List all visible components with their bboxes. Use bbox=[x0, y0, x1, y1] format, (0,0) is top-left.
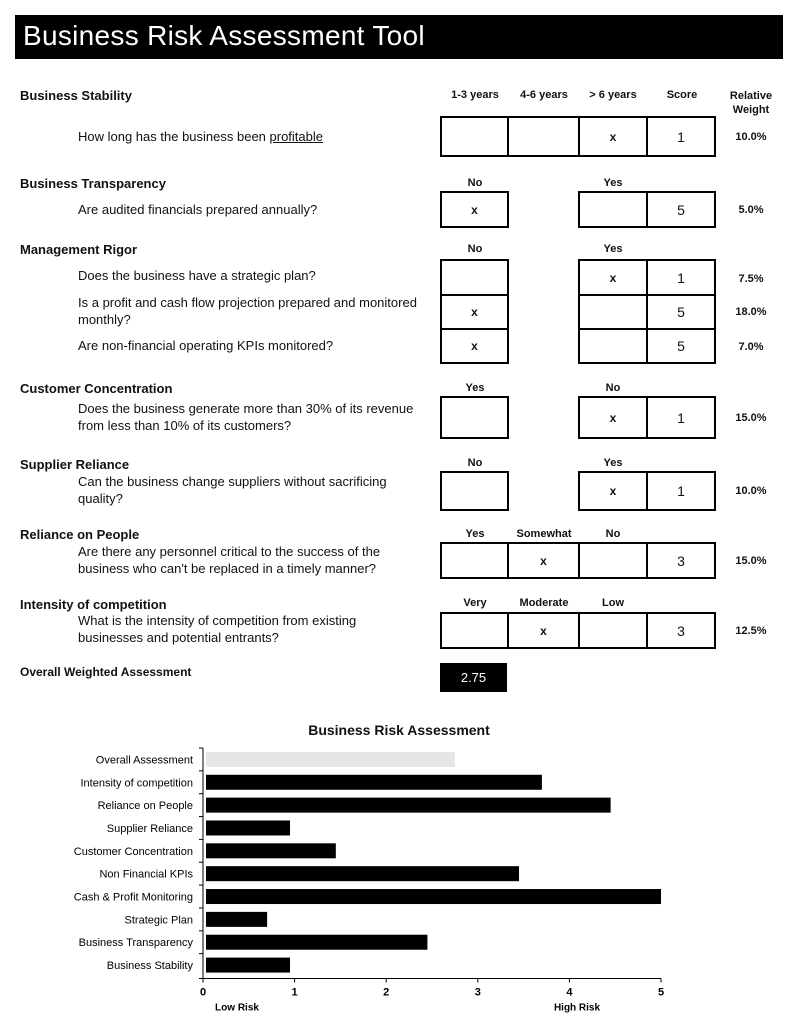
chart-title: Business Risk Assessment bbox=[308, 722, 490, 738]
transparency-header-yes: Yes bbox=[603, 177, 623, 189]
question-customer-revenue: Does the business generate more than 30% of its revenue from less than 10% of its customers? bbox=[78, 401, 414, 433]
category-label: Supplier Reliance bbox=[106, 822, 193, 835]
category-label: Intensity of competition bbox=[80, 777, 193, 790]
page-title: Business Risk Assessment Tool bbox=[23, 20, 425, 51]
supplier-score: 1 bbox=[646, 471, 716, 511]
section-management-rigor: Management Rigor bbox=[20, 242, 138, 257]
supplier-weight: 10.0% bbox=[735, 485, 767, 497]
kpis-score: 5 bbox=[646, 328, 716, 364]
bar bbox=[206, 889, 661, 904]
stability-weight: 10.0% bbox=[735, 131, 767, 143]
category-label: Business Stability bbox=[106, 960, 193, 973]
rigor-header-yes: Yes bbox=[603, 243, 623, 255]
customer-weight: 15.0% bbox=[735, 412, 767, 424]
header-weight: Weight bbox=[732, 104, 770, 116]
x-tick-label: 2 bbox=[383, 986, 390, 999]
supplier-header-no: No bbox=[467, 457, 483, 469]
section-business-transparency: Business Transparency bbox=[20, 176, 166, 191]
supplier-header-yes: Yes bbox=[603, 457, 623, 469]
bar bbox=[206, 958, 290, 973]
kpis-weight: 7.0% bbox=[738, 341, 764, 353]
high-risk-label: High Risk bbox=[553, 1002, 601, 1014]
question-profitable-duration bbox=[78, 128, 418, 145]
low-risk-label: Low Risk bbox=[215, 1002, 259, 1014]
bar bbox=[206, 866, 519, 881]
bar bbox=[206, 820, 290, 835]
section-supplier-reliance: Supplier Reliance bbox=[20, 457, 130, 472]
customer-header-no: No bbox=[605, 382, 621, 394]
question-profitable-underline: profitable bbox=[269, 129, 323, 144]
x-tick-label: 4 bbox=[566, 986, 573, 999]
category-label: Business Transparency bbox=[78, 937, 193, 950]
stability-4-6-years-box[interactable] bbox=[507, 116, 580, 157]
bar bbox=[206, 935, 427, 950]
question-audited-financials: Are audited financials prepared annually? bbox=[78, 202, 318, 217]
supplier-yes-box[interactable]: x bbox=[578, 471, 648, 511]
overall-assessment-value: 2.75 bbox=[440, 663, 507, 692]
strategic-plan-score: 1 bbox=[646, 259, 716, 296]
question-strategic-plan: Does the business have a strategic plan? bbox=[78, 268, 316, 283]
competition-score: 3 bbox=[646, 612, 716, 649]
transparency-no-box[interactable]: x bbox=[440, 191, 509, 228]
people-somewhat-box[interactable]: x bbox=[507, 542, 580, 579]
category-label: Strategic Plan bbox=[124, 914, 193, 927]
risk-bar-chart bbox=[0, 740, 798, 1024]
question-profitable-prefix: How long has the business been bbox=[78, 129, 270, 144]
people-no-box[interactable] bbox=[578, 542, 648, 579]
category-label: Non Financial KPIs bbox=[99, 868, 193, 881]
section-customer-concentration: Customer Concentration bbox=[20, 381, 173, 396]
category-label: Customer Concentration bbox=[73, 845, 193, 858]
competition-header-low: Low bbox=[602, 597, 624, 609]
people-weight: 15.0% bbox=[735, 555, 767, 567]
x-tick-label: 0 bbox=[199, 986, 207, 999]
question-critical-personnel: Are there any personnel critical to the success of the business who can't be replaced in a timely manner? bbox=[78, 544, 381, 576]
supplier-no-box[interactable] bbox=[440, 471, 509, 511]
stability-score: 1 bbox=[646, 116, 716, 157]
question-profit-cash-projection: Is a profit and cash flow projection prepared and monitored monthly? bbox=[78, 295, 417, 327]
section-reliance-on-people: Reliance on People bbox=[20, 527, 140, 542]
transparency-score: 5 bbox=[646, 191, 716, 228]
competition-header-moderate: Moderate bbox=[519, 597, 569, 609]
question-competition-intensity: What is the intensity of competition from existing businesses and potential entrants? bbox=[78, 613, 357, 645]
projection-weight: 18.0% bbox=[735, 306, 767, 318]
category-label: Cash & Profit Monitoring bbox=[73, 891, 193, 904]
strategic-plan-yes-box[interactable]: x bbox=[578, 259, 648, 296]
bar bbox=[206, 775, 542, 790]
header-4-6-years: 4-6 years bbox=[520, 89, 568, 101]
people-header-no: No bbox=[605, 528, 621, 540]
competition-header-very: Very bbox=[463, 597, 487, 609]
kpis-yes-box[interactable] bbox=[578, 328, 648, 364]
transparency-weight: 5.0% bbox=[738, 204, 764, 216]
section-intensity-of-competition: Intensity of competition bbox=[20, 597, 167, 612]
category-label: Overall Assessment bbox=[95, 754, 193, 767]
stability-1-3-years-box[interactable] bbox=[440, 116, 509, 157]
title-banner bbox=[15, 15, 783, 59]
strategic-plan-weight: 7.5% bbox=[738, 273, 764, 285]
section-business-stability: Business Stability bbox=[20, 88, 132, 103]
transparency-header-no: No bbox=[467, 177, 483, 189]
header-relative: Relative bbox=[729, 90, 773, 102]
header-relative-weight bbox=[720, 89, 782, 117]
transparency-yes-box[interactable] bbox=[578, 191, 648, 228]
customer-header-yes: Yes bbox=[465, 382, 485, 394]
header-score: Score bbox=[666, 89, 698, 101]
competition-low-box[interactable] bbox=[578, 612, 648, 649]
people-header-somewhat: Somewhat bbox=[516, 528, 572, 540]
bar bbox=[206, 752, 455, 767]
x-tick-label: 5 bbox=[657, 986, 665, 999]
stability-over-6-years-box[interactable]: x bbox=[578, 116, 648, 157]
people-header-yes: Yes bbox=[465, 528, 485, 540]
kpis-no-box[interactable]: x bbox=[440, 328, 509, 364]
competition-weight: 12.5% bbox=[735, 625, 767, 637]
projection-score: 5 bbox=[646, 294, 716, 330]
customer-score: 1 bbox=[646, 396, 716, 439]
rigor-header-no: No bbox=[467, 243, 483, 255]
bar bbox=[206, 843, 336, 858]
bar bbox=[206, 798, 611, 813]
question-change-suppliers: Can the business change suppliers without sacrificing quality? bbox=[78, 474, 387, 506]
customer-no-box[interactable]: x bbox=[578, 396, 648, 439]
overall-assessment-label: Overall Weighted Assessment bbox=[20, 665, 192, 679]
customer-yes-box[interactable] bbox=[440, 396, 509, 439]
question-nonfinancial-kpis: Are non-financial operating KPIs monitored? bbox=[78, 338, 334, 353]
competition-moderate-box[interactable]: x bbox=[507, 612, 580, 649]
header-1-3-years: 1-3 years bbox=[451, 89, 499, 101]
x-tick-label: 1 bbox=[291, 986, 298, 999]
people-score: 3 bbox=[646, 542, 716, 579]
competition-very-box[interactable] bbox=[440, 612, 509, 649]
strategic-plan-no-box[interactable] bbox=[440, 259, 509, 296]
projection-yes-box[interactable] bbox=[578, 294, 648, 330]
bar bbox=[206, 912, 267, 927]
category-label: Reliance on People bbox=[97, 800, 193, 813]
people-yes-box[interactable] bbox=[440, 542, 509, 579]
x-tick-label: 3 bbox=[474, 986, 481, 999]
projection-no-box[interactable]: x bbox=[440, 294, 509, 330]
header-over-6-years: > 6 years bbox=[589, 89, 637, 101]
